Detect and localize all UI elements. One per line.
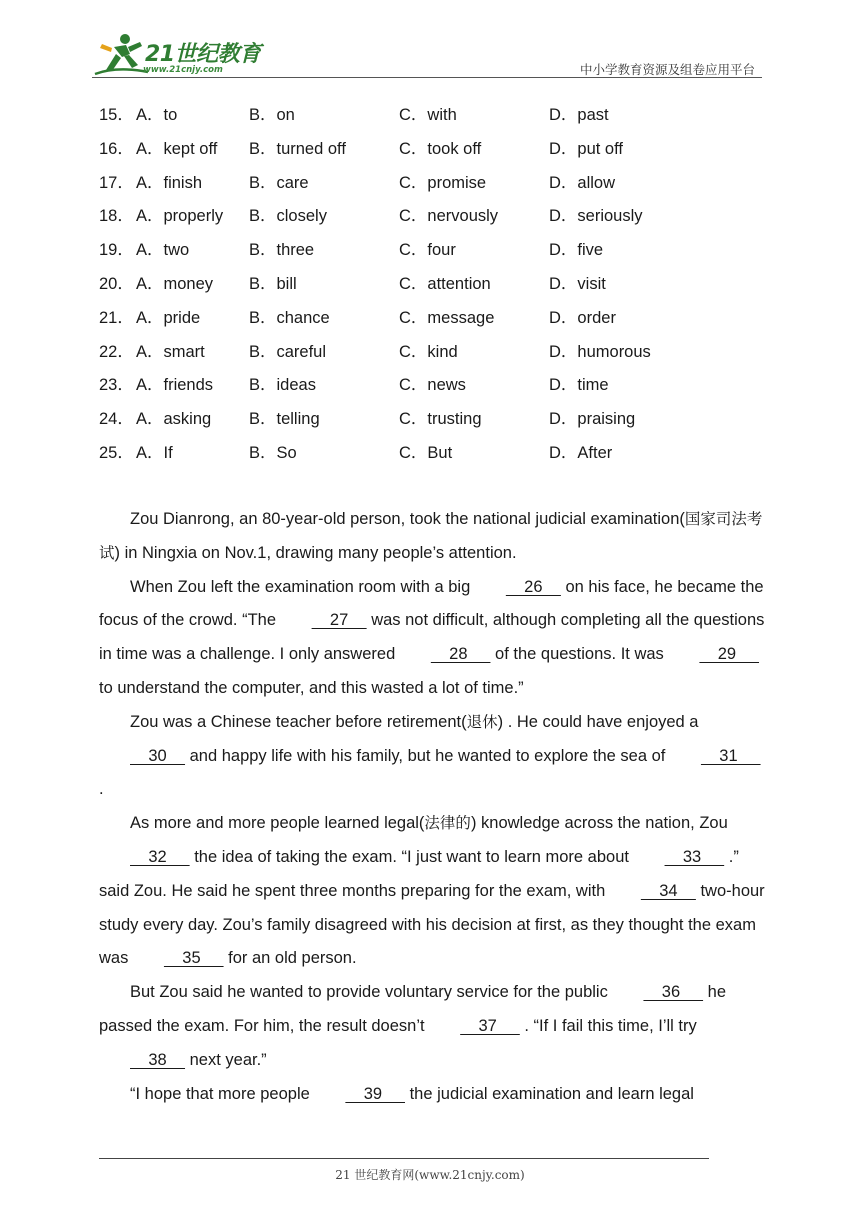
question-number: 18．: [99, 207, 134, 226]
blank-28: 28: [430, 645, 491, 664]
passage-text: When Zou left the examination room with a big: [130, 577, 475, 596]
passage-text: two-hour study every day. Zou’s family disagreed with his decision at first, as they thought the exam was: [99, 881, 765, 968]
option-a: A．money: [136, 274, 214, 293]
option-d: D．visit: [549, 274, 606, 293]
blank-27: 27: [311, 611, 367, 630]
paragraph: [99, 807, 765, 976]
option-b: B．turned off: [249, 139, 346, 158]
blank-36: 36: [643, 983, 704, 1002]
option-b: B．care: [249, 173, 309, 192]
paragraph: [99, 503, 765, 571]
passage-text: As more and more people learned legal(: [130, 814, 425, 833]
question-number: 17．: [99, 173, 134, 192]
option-a: A．pride: [136, 308, 201, 327]
chinese-gloss: 法律的: [424, 814, 471, 833]
option-a: A．to: [136, 106, 178, 124]
option-d: D．After: [549, 443, 613, 462]
question-number: 15．: [99, 106, 134, 124]
footer-divider: [99, 1158, 709, 1159]
passage-text: But Zou said he wanted to provide voluntary service for the public: [130, 983, 613, 1002]
option-b: B．bill: [249, 274, 297, 293]
option-b: B．three: [249, 241, 315, 260]
passage-text: on his face, he became the focus of the crowd. “The: [99, 577, 764, 630]
passage-text: ) . He could have enjoyed a: [497, 712, 699, 731]
option-d: D．five: [549, 241, 604, 260]
site-name: 中小学教育资源及组卷应用平台: [579, 62, 755, 77]
passage-text: .” said Zou. He said he spent three months preparing for the exam, with: [99, 847, 739, 900]
option-d: D．humorous: [549, 342, 651, 361]
option-a: A．asking: [136, 410, 212, 429]
question-number: 16．: [99, 139, 134, 158]
paragraph: [99, 976, 765, 1077]
passage-text: . “If I fail this time, I’ll try: [519, 1016, 697, 1035]
option-a: A．two: [136, 241, 190, 260]
passage-text: and happy life with his family, but he wanted to explore the sea of: [185, 746, 670, 765]
question-number: 21．: [99, 308, 134, 327]
option-c: C．with: [399, 106, 457, 124]
paragraph: [99, 571, 765, 706]
option-c: C．message: [399, 308, 495, 327]
passage-text: .: [99, 780, 104, 799]
option-a: A．If: [136, 443, 173, 462]
page-header: [0, 0, 860, 80]
question-number: 23．: [99, 376, 134, 395]
passage-text: Zou Dianrong, an 80-year-old person, took the national judicial examination(: [130, 510, 685, 528]
option-b: B．ideas: [249, 376, 316, 395]
blank-38: 38: [130, 1050, 186, 1069]
passage-text: ) in Ningxia on Nov.1, drawing many people’s attention.: [114, 543, 517, 562]
passage-text: the judicial examination and learn legal: [405, 1084, 694, 1103]
passage-text: of the questions. It was: [490, 645, 669, 664]
option-c: C．took off: [399, 139, 482, 158]
option-d: D．seriously: [549, 207, 643, 226]
question-number: 24．: [99, 410, 134, 429]
passage-text: he passed the exam. For him, the result doesn’t: [99, 983, 726, 1035]
passage-text: to understand the computer, and this wasted a lot of time.”: [99, 678, 524, 697]
blank-33: 33: [664, 847, 725, 866]
header-divider: [92, 77, 762, 78]
option-d: D．praising: [549, 410, 636, 429]
paragraph: [99, 1078, 765, 1112]
question-number: 20．: [99, 274, 134, 293]
option-a: A．friends: [136, 376, 214, 395]
option-c: C．trusting: [399, 410, 482, 429]
option-b: B．careful: [249, 342, 327, 361]
option-b: B．chance: [249, 308, 330, 327]
option-b: B．telling: [249, 410, 320, 429]
passage-text: the idea of taking the exam. “I just want to learn more about: [189, 847, 634, 866]
passage-text: “I hope that more people: [130, 1084, 315, 1103]
option-a: A．finish: [136, 173, 203, 192]
passage-text: next year.”: [185, 1050, 267, 1069]
footer-text: 21 世纪教育网(www.21cnjy.com): [335, 1168, 525, 1182]
option-d: D．time: [549, 376, 609, 395]
site-logo: [92, 30, 267, 80]
option-d: D．allow: [549, 173, 616, 192]
option-b: B．closely: [249, 207, 327, 226]
question-number: 25．: [99, 443, 134, 462]
option-c: C．kind: [399, 342, 458, 361]
blank-26: 26: [505, 577, 561, 596]
option-a: A．properly: [136, 207, 224, 226]
option-c: C．But: [399, 443, 453, 462]
logo-url: www.21cnjy.com: [143, 65, 223, 75]
option-c: C．promise: [399, 173, 487, 192]
paragraph: [99, 706, 765, 807]
option-d: D．put off: [549, 139, 623, 158]
option-a: A．smart: [136, 342, 205, 361]
chinese-gloss: 退休: [466, 712, 498, 731]
option-d: D．past: [549, 106, 609, 124]
blank-37: 37: [460, 1016, 520, 1035]
option-c: C．four: [399, 241, 456, 260]
passage-text: was not difficult, although completing all the questions in time was a challenge. I only answered: [99, 611, 765, 664]
question-number: 22．: [99, 342, 134, 361]
option-c: C．news: [399, 376, 466, 395]
blank-34: 34: [640, 881, 696, 900]
passage-text: for an old person.: [223, 949, 357, 968]
logo-text: 21世纪教育: [145, 42, 261, 67]
passage-text: Zou was a Chinese teacher before retirement(: [130, 712, 467, 731]
blank-29: 29: [699, 645, 760, 664]
blank-32: 32: [130, 847, 190, 866]
blank-35: 35: [163, 949, 224, 968]
chinese-gloss: 国家司法考试: [99, 510, 763, 562]
option-d: D．order: [549, 308, 616, 327]
option-b: B．So: [249, 443, 297, 462]
blank-30: 30: [130, 746, 186, 765]
cloze-passage: [99, 503, 765, 1111]
question-number: 19．: [99, 241, 134, 260]
option-b: B．on: [249, 106, 295, 124]
option-c: C．nervously: [399, 207, 499, 226]
option-a: A．kept off: [136, 139, 218, 158]
option-c: C．attention: [399, 274, 491, 293]
blank-31: 31: [700, 746, 761, 765]
blank-39: 39: [345, 1084, 405, 1103]
passage-text: ) knowledge across the nation, Zou: [470, 814, 728, 833]
